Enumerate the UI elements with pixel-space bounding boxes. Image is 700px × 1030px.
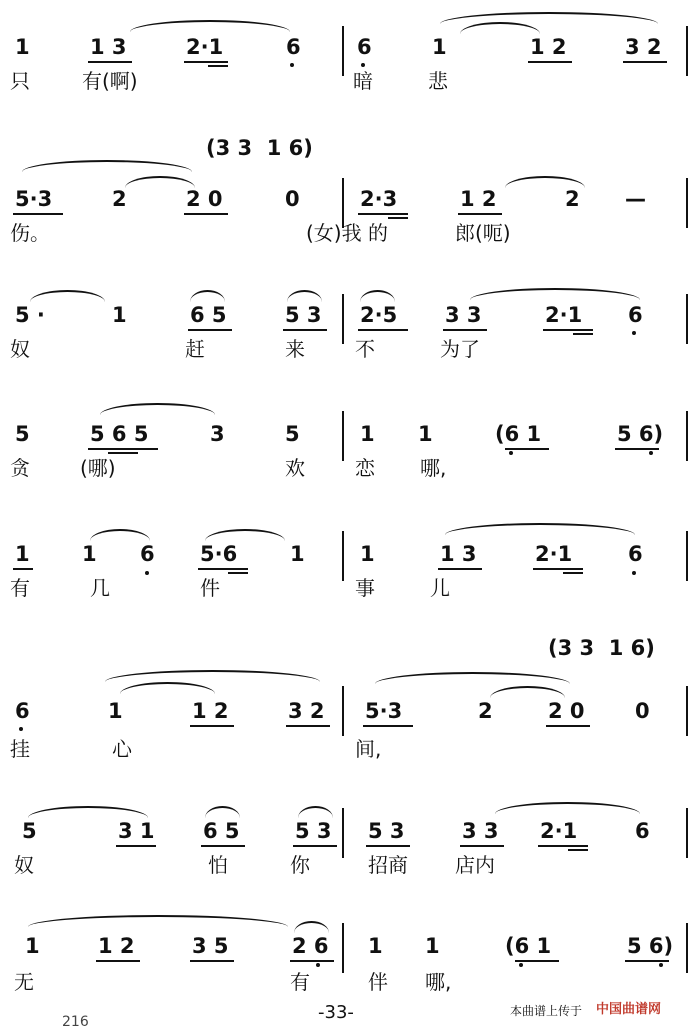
note: 6	[140, 542, 155, 566]
note: 3 2	[625, 35, 662, 59]
underline	[13, 213, 63, 215]
note: 6	[635, 819, 650, 843]
lyric: 来	[285, 337, 305, 361]
underline	[505, 448, 549, 450]
lyric: 有	[10, 576, 30, 600]
underline	[533, 568, 583, 570]
note: 5 3	[368, 819, 405, 843]
barline	[686, 26, 688, 76]
underline	[388, 217, 408, 219]
note: —	[625, 187, 646, 211]
underline	[573, 333, 593, 335]
underline	[96, 960, 140, 962]
underline	[290, 960, 334, 962]
note: 2·3	[360, 187, 398, 211]
note: 1 3	[90, 35, 127, 59]
underline	[443, 329, 487, 331]
slur	[360, 290, 395, 302]
note: 2 0	[186, 187, 223, 211]
underline	[13, 568, 33, 570]
lyric: 怕	[208, 853, 228, 877]
note: 5 ·	[15, 303, 45, 327]
slur	[490, 686, 565, 698]
slur	[105, 670, 320, 682]
slur	[205, 806, 240, 818]
underline	[190, 725, 234, 727]
barline	[686, 411, 688, 461]
slur	[470, 288, 640, 300]
slur	[287, 290, 322, 302]
intro-phrase: (3 3 1 6)	[206, 136, 313, 160]
note: 2	[478, 699, 493, 723]
dot	[632, 331, 636, 335]
lyric: 有	[290, 970, 310, 994]
barline	[342, 686, 344, 736]
note: 1	[82, 542, 97, 566]
lyric: 哪,	[420, 456, 447, 480]
lyric: 件	[200, 576, 220, 600]
underline	[358, 329, 408, 331]
dot	[19, 727, 23, 731]
barline	[342, 294, 344, 344]
note: 1	[360, 542, 375, 566]
lyric: 贪	[10, 456, 30, 480]
underline	[228, 572, 248, 574]
underline	[188, 329, 232, 331]
barline	[342, 808, 344, 858]
page-number: -33-	[318, 1002, 354, 1023]
corner-text: 216	[62, 1014, 89, 1030]
note: 1 2	[192, 699, 229, 723]
lyric: 儿	[430, 576, 450, 600]
note: 1 3	[440, 542, 477, 566]
underline	[184, 61, 228, 63]
lyric: 心	[112, 737, 132, 761]
note: (6 1	[495, 422, 542, 446]
note: 6	[628, 303, 643, 327]
slur	[298, 806, 333, 818]
barline	[686, 923, 688, 973]
note: 1	[418, 422, 433, 446]
note: 2·1	[186, 35, 224, 59]
note: 5 6)	[617, 422, 664, 446]
dot	[145, 571, 149, 575]
note: 1	[432, 35, 447, 59]
lyric: 悲	[428, 69, 448, 93]
lyric: 招商	[368, 853, 408, 877]
lyric: 暗	[353, 69, 373, 93]
note: 1	[15, 35, 30, 59]
lyric: 间,	[355, 737, 382, 761]
slur	[294, 921, 329, 933]
lyric: 几	[90, 576, 110, 600]
underline	[358, 213, 408, 215]
lyric: 伴	[368, 970, 388, 994]
underline	[184, 213, 228, 215]
note: 5 6)	[627, 934, 674, 958]
note: 2·1	[535, 542, 573, 566]
lyric: 不	[355, 337, 375, 361]
slur	[440, 12, 658, 24]
note: 5 6 5	[90, 422, 149, 446]
dot	[649, 451, 653, 455]
underline	[623, 61, 667, 63]
note: 3 5	[192, 934, 229, 958]
lyric: 恋	[355, 456, 375, 480]
lyric: (哪)	[80, 456, 116, 480]
underline	[88, 61, 132, 63]
note: 1 2	[530, 35, 567, 59]
slur	[120, 682, 215, 694]
note: 2 6	[292, 934, 329, 958]
note: 1 2	[98, 934, 135, 958]
slur	[30, 290, 105, 302]
underline	[293, 845, 337, 847]
underline	[568, 849, 588, 851]
barline	[342, 923, 344, 973]
underline	[438, 568, 482, 570]
slur	[130, 20, 290, 32]
note: 6	[15, 699, 30, 723]
lyric: 欢	[285, 456, 305, 480]
underline	[283, 329, 327, 331]
note: 2·1	[545, 303, 583, 327]
underline	[208, 65, 228, 67]
note: 5 3	[295, 819, 332, 843]
dot	[316, 963, 320, 967]
underline	[190, 960, 234, 962]
intro-phrase: (3 3 1 6)	[548, 636, 655, 660]
slur	[28, 806, 148, 818]
barline	[342, 411, 344, 461]
lyric: 无	[14, 970, 34, 994]
slur	[22, 160, 192, 172]
slur	[445, 523, 635, 535]
underline	[538, 845, 588, 847]
barline	[686, 808, 688, 858]
underline	[625, 960, 669, 962]
lyric: 奴	[14, 853, 34, 877]
barline	[686, 294, 688, 344]
underline	[615, 448, 659, 450]
lyric: 伤。	[10, 221, 50, 245]
underline	[198, 568, 248, 570]
dot	[632, 571, 636, 575]
note: 6 5	[190, 303, 227, 327]
note: 5·6	[200, 542, 238, 566]
note: 1	[368, 934, 383, 958]
barline	[342, 26, 344, 76]
slur	[190, 290, 225, 302]
note: 5 3	[285, 303, 322, 327]
lyric: 挂	[10, 737, 30, 761]
note: 2 0	[548, 699, 585, 723]
underline	[543, 329, 593, 331]
dot	[509, 451, 513, 455]
note: 5·3	[15, 187, 53, 211]
note: 1	[360, 422, 375, 446]
underline	[88, 448, 158, 450]
underline	[201, 845, 245, 847]
underline	[116, 845, 156, 847]
note: 2	[112, 187, 127, 211]
lyric: 有(啊)	[82, 69, 138, 93]
dot	[290, 63, 294, 67]
note: 6 5	[203, 819, 240, 843]
dot	[519, 963, 523, 967]
slur	[375, 672, 570, 684]
note: 1	[25, 934, 40, 958]
slur	[495, 802, 640, 814]
lyric: 为了	[440, 337, 480, 361]
underline	[108, 452, 138, 454]
note: 2	[565, 187, 580, 211]
note: 3 3	[462, 819, 499, 843]
upload-note: 本曲谱上传于	[510, 1004, 583, 1018]
lyric: 赶	[185, 337, 205, 361]
note: 1	[425, 934, 440, 958]
note: 6	[628, 542, 643, 566]
barline	[686, 178, 688, 228]
note: 0	[285, 187, 300, 211]
barline	[342, 531, 344, 581]
slur	[205, 529, 285, 541]
underline	[458, 213, 502, 215]
note: 5	[15, 422, 30, 446]
underline	[363, 725, 413, 727]
note: 3	[210, 422, 225, 446]
underline	[563, 572, 583, 574]
lyric: 只	[10, 69, 30, 93]
note: 3 3	[445, 303, 482, 327]
note: 6	[286, 35, 301, 59]
note: 5	[285, 422, 300, 446]
underline	[528, 61, 572, 63]
note: 0	[635, 699, 650, 723]
lyric: (女)我 的	[306, 221, 388, 245]
slur	[100, 403, 215, 415]
underline	[546, 725, 590, 727]
note: 1	[290, 542, 305, 566]
lyric: 你	[290, 853, 310, 877]
underline	[460, 845, 504, 847]
slur	[90, 529, 150, 541]
note: 1	[15, 542, 30, 566]
slur	[125, 176, 195, 188]
note: (6 1	[505, 934, 552, 958]
note: 6	[357, 35, 372, 59]
note: 3 1	[118, 819, 155, 843]
dot	[361, 63, 365, 67]
note: 3 2	[288, 699, 325, 723]
note: 5·3	[365, 699, 403, 723]
barline	[686, 686, 688, 736]
lyric: 店内	[455, 853, 495, 877]
slur	[28, 915, 288, 927]
note: 1	[112, 303, 127, 327]
note: 2·1	[540, 819, 578, 843]
site-logo[interactable]: 中国曲谱网	[596, 1002, 662, 1017]
note: 5	[22, 819, 37, 843]
underline	[515, 960, 559, 962]
underline	[286, 725, 330, 727]
note: 1 2	[460, 187, 497, 211]
lyric: 事	[355, 576, 375, 600]
dot	[659, 963, 663, 967]
underline	[366, 845, 410, 847]
lyric: 哪,	[425, 970, 452, 994]
lyric: 郎(呃)	[455, 221, 511, 245]
lyric: 奴	[10, 337, 30, 361]
note: 2·5	[360, 303, 398, 327]
note: 1	[108, 699, 123, 723]
barline	[686, 531, 688, 581]
